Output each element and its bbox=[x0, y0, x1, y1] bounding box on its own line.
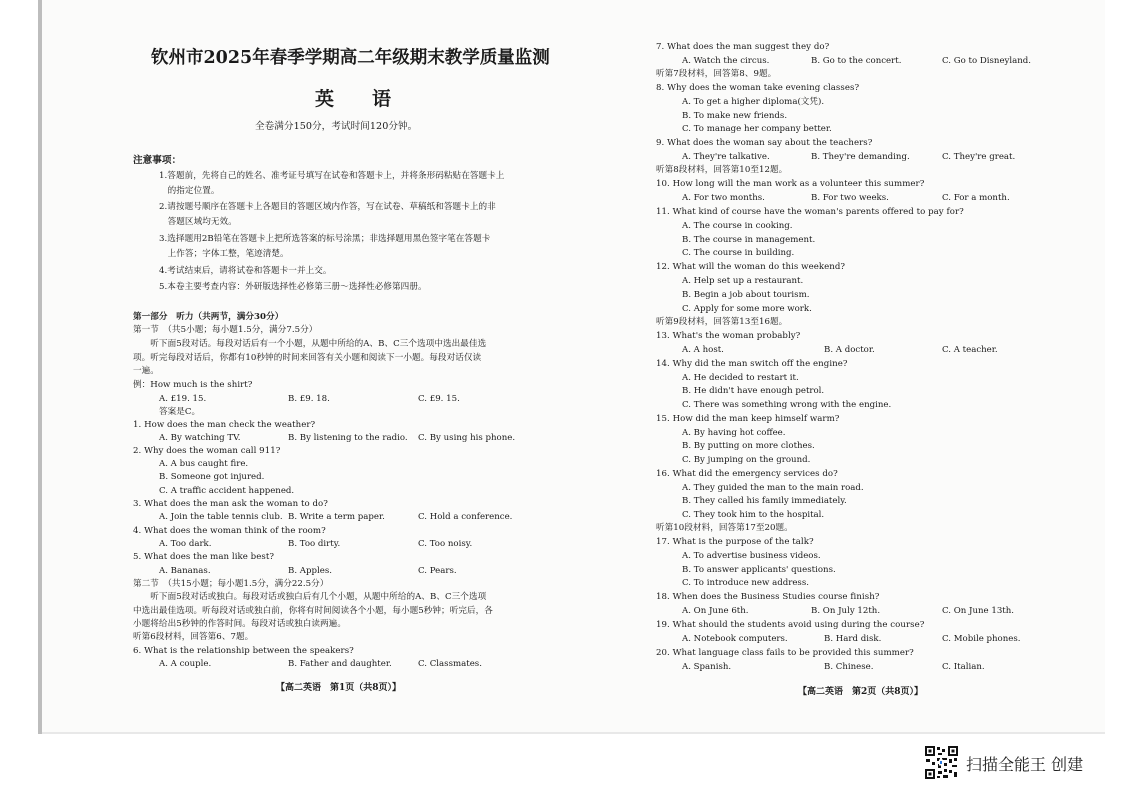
listening-material-label: 听第9段材料，回答第13至16题。 bbox=[656, 317, 788, 327]
notice-line: 2.请按题号顺序在答题卡上各题目的答题区域内作答，写在试卷、草稿纸和答题卡上的非 bbox=[159, 202, 496, 212]
section2-instruction: 小题将给出5秒钟的作答时间。每段对话或独白读两遍。 bbox=[133, 619, 346, 629]
question: 18. When does the Business Studies course finish? bbox=[656, 592, 880, 602]
option-c: C. By using his phone. bbox=[418, 433, 516, 443]
option-a: A. On June 6th. bbox=[682, 606, 749, 616]
question: 7. What does the man suggest they do? bbox=[656, 42, 830, 52]
option-c: C. Italian. bbox=[942, 662, 985, 672]
option-a: A. A host. bbox=[682, 345, 724, 355]
question: 15. How did the man keep himself warm? bbox=[656, 414, 840, 424]
option-c: C. To manage her company better. bbox=[682, 124, 832, 134]
listening-material-label: 听第8段材料，回答第10至12题。 bbox=[656, 165, 788, 175]
option-b: B. A doctor. bbox=[824, 345, 875, 355]
option-b: B. For two weeks. bbox=[811, 193, 889, 203]
section2-instruction: 中选出最佳选项。听每段对话或独白前，你将有时间阅读各个小题，每小题5秒钟；听完后，各 bbox=[133, 606, 493, 616]
example-answer: 答案是C。 bbox=[159, 407, 201, 417]
option-b: B. Go to the concert. bbox=[811, 56, 902, 66]
option-b: B. Write a term paper. bbox=[288, 512, 385, 522]
example-question: 例：How much is the shirt? bbox=[133, 380, 253, 390]
option-c: C. A traffic accident happened. bbox=[159, 486, 295, 496]
option-a: A. Notebook computers. bbox=[682, 634, 788, 644]
option-b: B. To answer applicants' questions. bbox=[682, 565, 836, 575]
option-c: C. Too noisy. bbox=[418, 539, 473, 549]
option-c: C. On June 13th. bbox=[942, 606, 1015, 616]
option-c: C. Pears. bbox=[418, 566, 457, 576]
question: 1. How does the man check the weather? bbox=[133, 420, 316, 430]
option-b: B. The course in management. bbox=[682, 235, 816, 245]
option-b: B. They called his family immediately. bbox=[682, 496, 847, 506]
option-c: C. Classmates. bbox=[418, 659, 482, 669]
option-b: B. Father and daughter. bbox=[288, 659, 392, 669]
notice-line: 1.答题前，先将自己的姓名、准考证号填写在试卷和答题卡上，并将条形码粘贴在答题卡上 bbox=[159, 171, 505, 181]
subject-title: 英 语 bbox=[315, 88, 392, 110]
option-a: A. To get a higher diploma(文凭). bbox=[682, 97, 825, 107]
option-c: C. There was something wrong with the engine. bbox=[682, 400, 892, 410]
example-option: C. £9. 15. bbox=[418, 394, 460, 404]
notice-line: 4.考试结束后，请将试卷和答题卡一并上交。 bbox=[159, 266, 332, 276]
section2-instruction: 听下面5段对话或独白。每段对话或独白后有几个小题，从题中所给的A、B、C三个选项 bbox=[133, 592, 487, 602]
option-b: B. Too dirty. bbox=[288, 539, 341, 549]
option-a: A. Spanish. bbox=[682, 662, 732, 672]
question: 20. What language class fails to be provided this summer? bbox=[656, 648, 914, 658]
option-b: B. To make new friends. bbox=[682, 111, 788, 121]
option-c: C. To introduce new address. bbox=[682, 578, 809, 588]
option-a: A. To advertise business videos. bbox=[682, 551, 821, 561]
option-c: C. Hold a conference. bbox=[418, 512, 513, 522]
section1-instruction: 一遍。 bbox=[133, 366, 159, 376]
option-b: B. Begin a job about tourism. bbox=[682, 290, 810, 300]
option-b: B. By putting on more clothes. bbox=[682, 441, 815, 451]
question: 17. What is the purpose of the talk? bbox=[656, 537, 814, 547]
question: 12. What will the woman do this weekend? bbox=[656, 262, 846, 272]
option-a: A. The course in cooking. bbox=[682, 221, 793, 231]
section1-instruction: 听下面5段对话。每段对话后有一个小题，从题中所给的A、B、C三个选项中选出最佳选 bbox=[133, 339, 487, 349]
option-a: A. For two months. bbox=[682, 193, 765, 203]
section1-heading: 第一节 （共5小题；每小题1.5分，满分7.5分） bbox=[133, 325, 318, 335]
qr-code-icon bbox=[924, 745, 959, 780]
option-b: B. Hard disk. bbox=[824, 634, 882, 644]
notice-heading: 注意事项： bbox=[133, 155, 182, 166]
listening-material-label: 听第10段材料，回答第17至20题。 bbox=[656, 523, 793, 533]
scanner-watermark: 扫描全能王 创建 bbox=[966, 755, 1084, 774]
question: 3. What does the man ask the woman to do? bbox=[133, 499, 328, 509]
option-b: B. Chinese. bbox=[824, 662, 874, 672]
option-c: C. They're great. bbox=[942, 152, 1016, 162]
example-option: B. £9. 18. bbox=[288, 394, 330, 404]
option-b: B. He didn't have enough petrol. bbox=[682, 386, 825, 396]
option-c: C. Mobile phones. bbox=[942, 634, 1021, 644]
question: 10. How long will the man work as a volunteer this summer? bbox=[656, 179, 925, 189]
question: 6. What is the relationship between the speakers? bbox=[133, 646, 354, 656]
notice-line: 上作答；字体工整，笔迹清楚。 bbox=[159, 249, 289, 259]
option-b: B. They're demanding. bbox=[811, 152, 910, 162]
question: 2. Why does the woman call 911? bbox=[133, 446, 281, 456]
listening-material-label: 听第6段材料，回答第6、7题。 bbox=[133, 632, 254, 642]
option-a: A. Join the table tennis club. bbox=[159, 512, 283, 522]
section2-heading: 第二节 （共15小题；每小题1.5分，满分22.5分） bbox=[133, 579, 329, 589]
part1-heading: 第一部分 听力（共两节，满分30分） bbox=[133, 312, 284, 322]
question: 11. What kind of course have the woman's parents offered to pay for? bbox=[656, 207, 964, 217]
listening-material-label: 听第7段材料，回答第8、9题。 bbox=[656, 69, 777, 79]
option-a: A. By having hot coffee. bbox=[682, 428, 786, 438]
score-note: 全卷满分150分，考试时间120分钟。 bbox=[255, 121, 418, 132]
question: 9. What does the woman say about the teachers? bbox=[656, 138, 873, 148]
section1-instruction: 项。听完每段对话后，你都有10秒钟的时间来回答有关小题和阅读下一小题。每段对话仅读 bbox=[133, 353, 482, 363]
option-b: B. On July 12th. bbox=[811, 606, 881, 616]
option-c: C. They took him to the hospital. bbox=[682, 510, 825, 520]
page-footer: 【高二英语 第1页（共8页）】 bbox=[276, 683, 402, 693]
option-b: B. Apples. bbox=[288, 566, 332, 576]
question: 13. What's the woman probably? bbox=[656, 331, 801, 341]
option-c: C. Go to Disneyland. bbox=[942, 56, 1032, 66]
example-option: A. £19. 15. bbox=[159, 394, 207, 404]
option-a: A. A couple. bbox=[159, 659, 212, 669]
option-c: C. For a month. bbox=[942, 193, 1010, 203]
question: 4. What does the woman think of the room? bbox=[133, 526, 326, 536]
option-b: B. Someone got injured. bbox=[159, 472, 265, 482]
option-a: A. Watch the circus. bbox=[682, 56, 770, 66]
notice-line: 5.本卷主要考查内容：外研版选择性必修第三册～选择性必修第四册。 bbox=[159, 282, 427, 292]
option-a: A. Help set up a restaurant. bbox=[682, 276, 804, 286]
option-c: C. The course in building. bbox=[682, 248, 795, 258]
exam-paper bbox=[38, 0, 1105, 734]
option-a: A. They're talkative. bbox=[682, 152, 770, 162]
page-footer: 【高二英语 第2页（共8页）】 bbox=[798, 687, 924, 697]
option-a: A. Too dark. bbox=[159, 539, 212, 549]
notice-line: 答题区域均无效。 bbox=[159, 217, 237, 227]
option-a: A. They guided the man to the main road. bbox=[682, 483, 864, 493]
option-b: B. By listening to the radio. bbox=[288, 433, 408, 443]
option-a: A. Bananas. bbox=[159, 566, 211, 576]
option-c: C. A teacher. bbox=[942, 345, 998, 355]
option-a: A. A bus caught fire. bbox=[159, 459, 249, 469]
question: 19. What should the students avoid using during the course? bbox=[656, 620, 925, 630]
question: 16. What did the emergency services do? bbox=[656, 469, 838, 479]
option-c: C. By jumping on the ground. bbox=[682, 455, 811, 465]
question: 8. Why does the woman take evening classes? bbox=[656, 83, 860, 93]
notice-line: 3.选择题用2B铅笔在答题卡上把所选答案的标号涂黑；非选择题用黑色签字笔在答题卡 bbox=[159, 234, 491, 244]
notice-line: 的指定位置。 bbox=[159, 186, 220, 196]
option-a: A. He decided to restart it. bbox=[682, 373, 799, 383]
option-c: C. Apply for some more work. bbox=[682, 304, 812, 314]
question: 14. Why did the man switch off the engine? bbox=[656, 359, 848, 369]
exam-title: 钦州市2025年春季学期高二年级期末教学质量监测 bbox=[151, 48, 550, 68]
question: 5. What does the man like best? bbox=[133, 552, 274, 562]
option-a: A. By watching TV. bbox=[159, 433, 241, 443]
